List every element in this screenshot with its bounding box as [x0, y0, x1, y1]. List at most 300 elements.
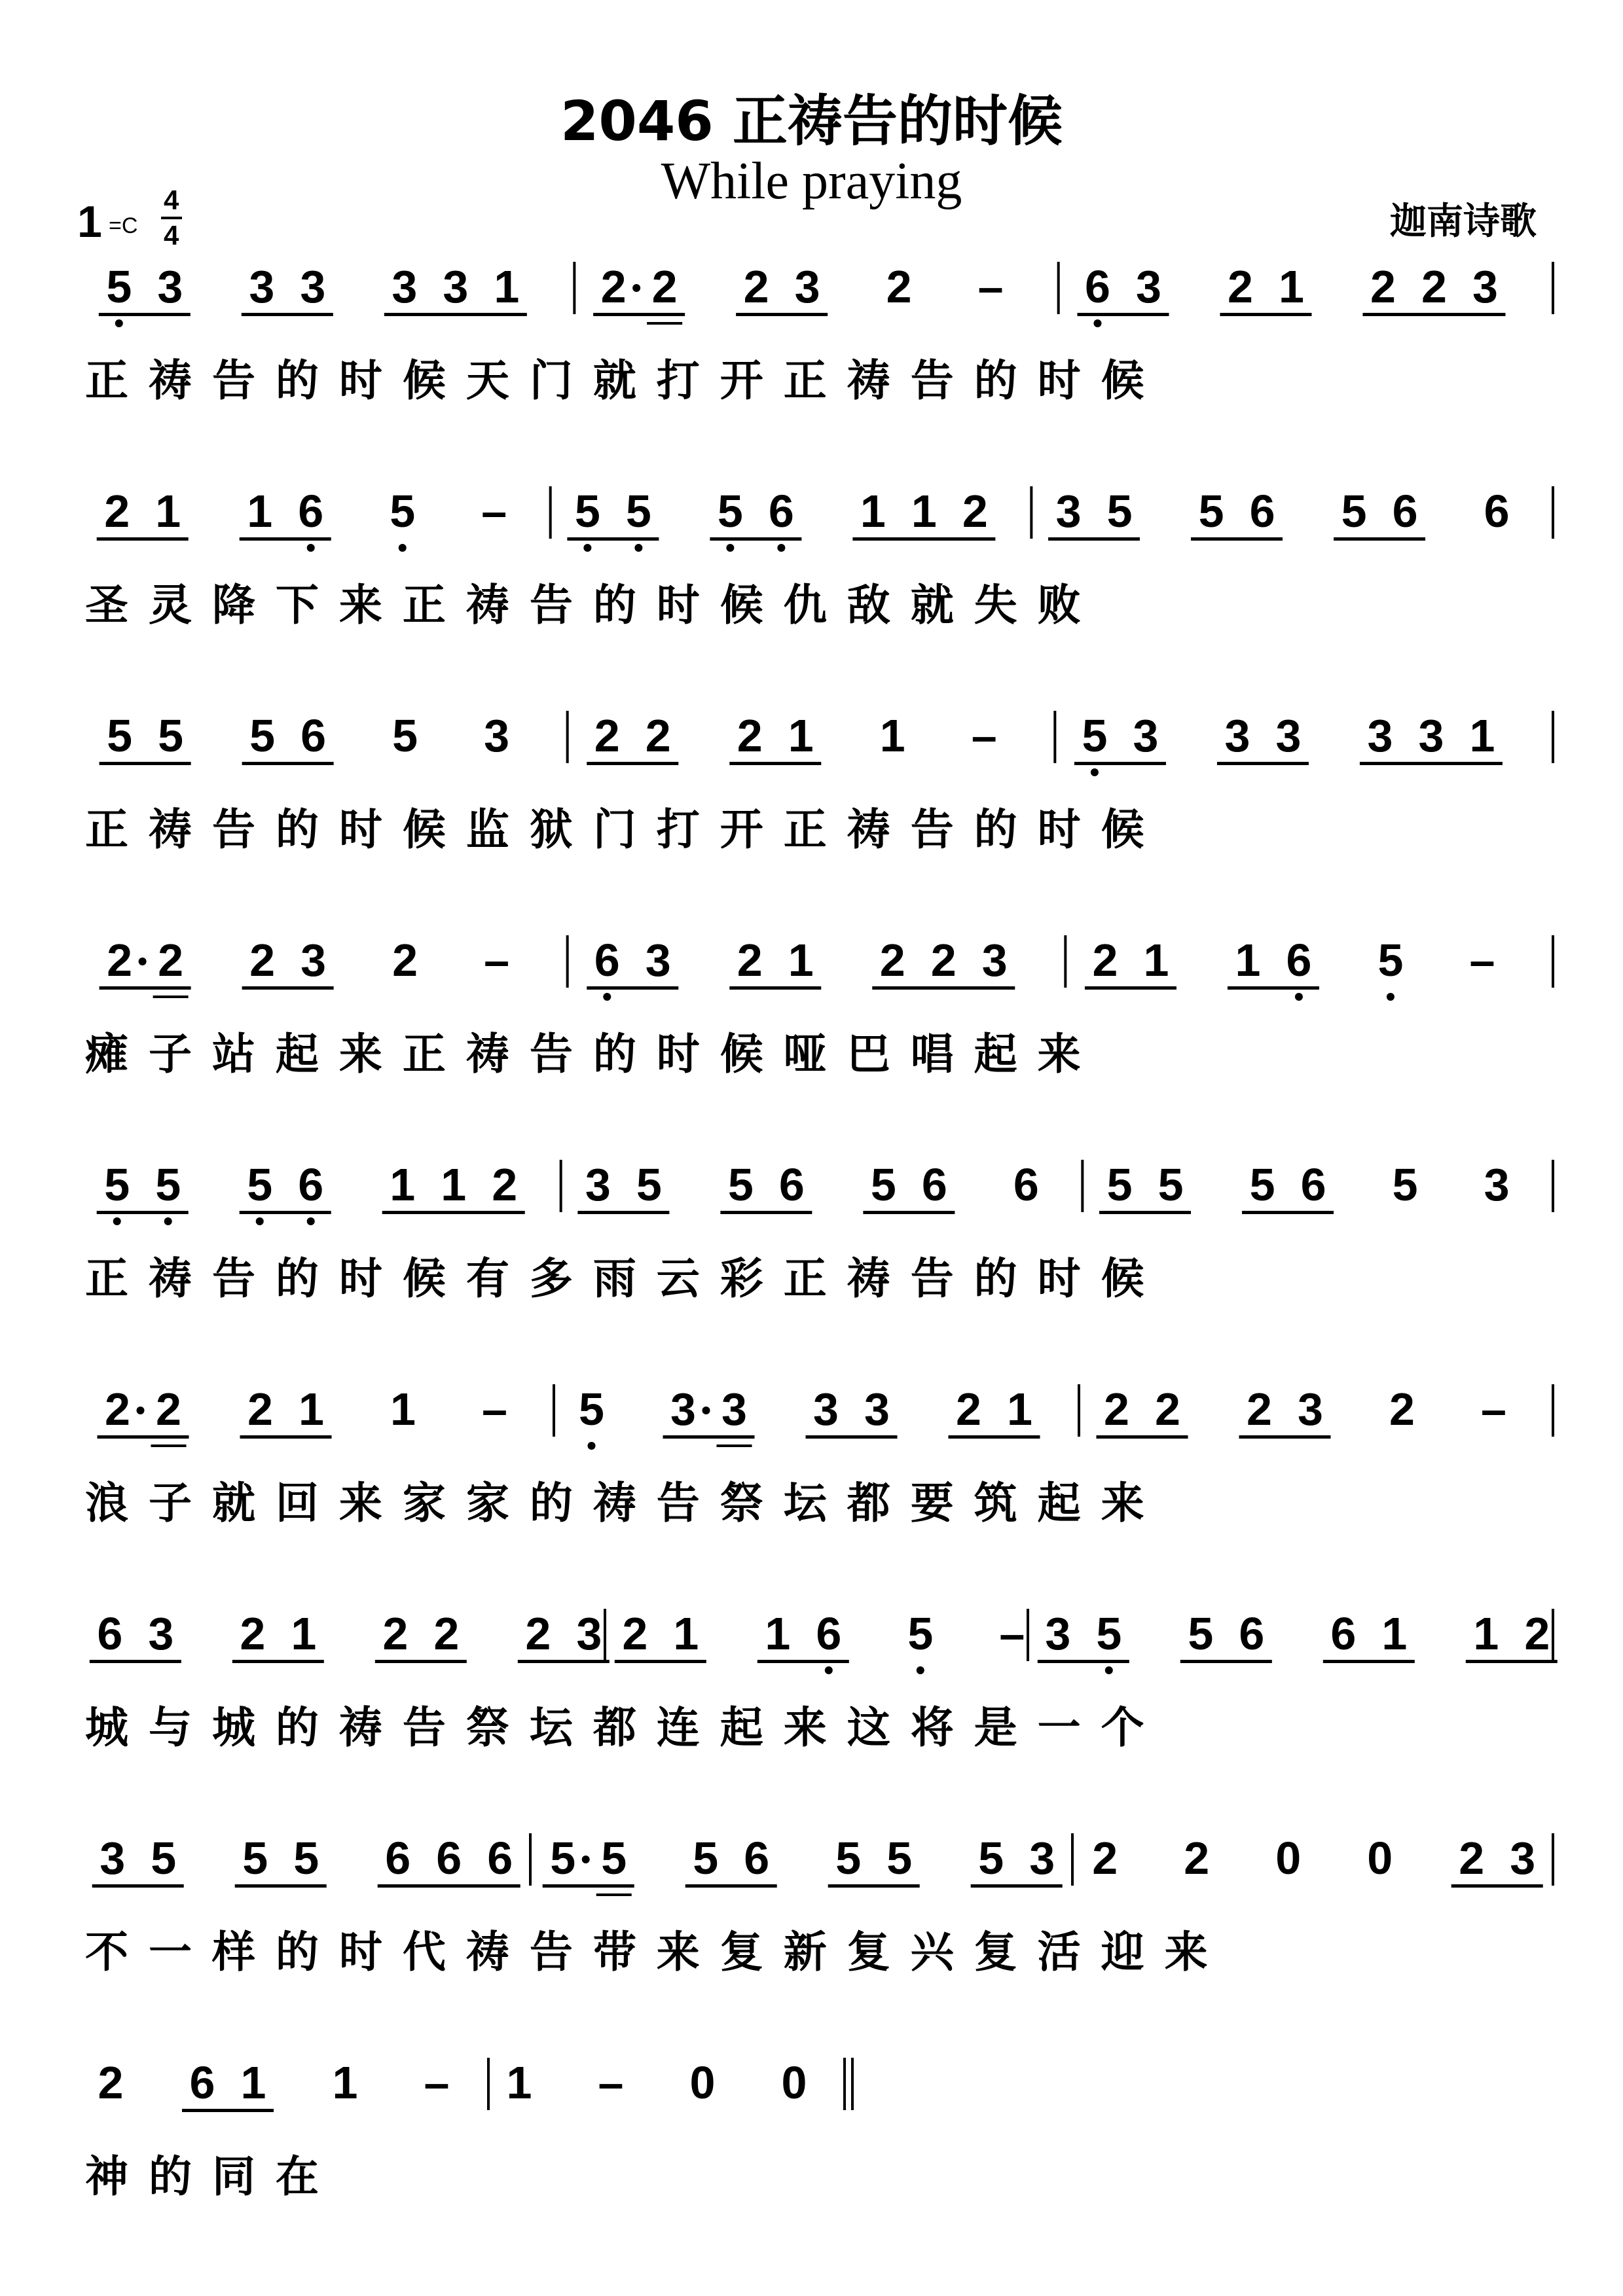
barline [1552, 1609, 1554, 1661]
beam-bar [577, 1211, 669, 1214]
beam-bar [240, 537, 331, 541]
barline [1552, 1833, 1554, 1886]
note: 1 [788, 710, 814, 761]
note: 6 [1286, 935, 1312, 986]
note: 3 [1275, 710, 1302, 761]
note: 1 [299, 1384, 324, 1435]
beam-bar [872, 986, 1015, 990]
note: 1 [291, 1608, 317, 1659]
barline [1552, 711, 1554, 763]
note: 3 [1367, 710, 1393, 761]
note: 2 [1247, 1384, 1272, 1435]
beam-bar [99, 313, 191, 316]
beam-bar [232, 1660, 324, 1663]
note: 3 [864, 1384, 890, 1435]
note: 3 [1224, 710, 1250, 761]
note: 2 [1104, 1384, 1129, 1435]
note: 3 [300, 261, 326, 312]
note: 3 [1055, 486, 1082, 537]
final-barline [843, 2058, 846, 2110]
beam-bar [242, 762, 334, 765]
beam-bar [378, 1884, 520, 1888]
time-signature-unit: 4 [164, 220, 179, 251]
octave-dot [399, 544, 407, 552]
note: 2 [1370, 261, 1396, 312]
note: 5 [247, 1159, 273, 1210]
octave-dot [777, 544, 785, 552]
octave-dot [917, 1666, 924, 1674]
note: 3 [1418, 710, 1444, 761]
beam-bar [949, 1435, 1040, 1439]
song-title: 2046 正祷告的时候 [560, 89, 1063, 153]
note: 5 [1096, 1608, 1122, 1659]
barline [566, 711, 569, 763]
beam-bar [1191, 537, 1283, 541]
beam-bar [182, 2109, 274, 2112]
note: 2 [600, 261, 627, 312]
barline [566, 935, 569, 988]
note: 6 [1300, 1159, 1326, 1210]
note: 5 [625, 486, 651, 537]
beam-bar [1220, 313, 1311, 316]
beam-bar [235, 1884, 327, 1888]
key-do-numeral: 1 [77, 197, 102, 247]
note: 2 [392, 935, 418, 986]
note: 2 [1459, 1833, 1485, 1884]
note: 6 [1249, 486, 1275, 537]
note: 2 [247, 1384, 273, 1435]
barline [1552, 1160, 1554, 1212]
note-dash: – [598, 2057, 624, 2108]
note: 3 [576, 1608, 602, 1659]
octave-dot [113, 1217, 121, 1225]
beam-bar [1362, 313, 1505, 316]
beam-bar [757, 1660, 849, 1663]
note-dash: – [971, 710, 997, 761]
beam-bar [663, 1435, 755, 1439]
beam-bar [240, 1211, 331, 1214]
beam-bar [1085, 986, 1176, 990]
barline [1081, 1160, 1084, 1212]
barline [549, 486, 552, 539]
underline-bar [153, 996, 189, 998]
note: 2 [956, 1384, 981, 1435]
beam-bar [382, 1211, 525, 1214]
octave-dot [588, 1442, 596, 1450]
note: 5 [1188, 1608, 1214, 1659]
note: 3 [670, 1384, 696, 1435]
beam-bar [242, 313, 333, 316]
barline [1053, 711, 1056, 763]
note: 0 [1275, 1833, 1302, 1884]
barline [553, 1384, 555, 1437]
note: 6 [768, 486, 794, 537]
note: 5 [717, 486, 743, 537]
octave-dot [164, 1217, 172, 1225]
beam-bar [729, 762, 821, 765]
note: 1 [332, 2057, 358, 2108]
lyrics-line: 正 祷 告 的 时 候 天 门 就 打 开 正 祷 告 的 时 候 [85, 355, 1147, 406]
lyrics-line: 神 的 同 在 [85, 2151, 321, 2202]
note: 5 [1341, 486, 1367, 537]
note: 1 [788, 935, 814, 986]
note: 6 [1239, 1608, 1265, 1659]
barline [604, 1609, 606, 1661]
note: 2 [962, 486, 988, 537]
time-signature-beats: 4 [164, 185, 179, 215]
note: 3 [392, 261, 418, 312]
composer-credit: 迦南诗歌 [1390, 200, 1537, 243]
note: 2 [886, 261, 912, 312]
note: 5 [1082, 710, 1108, 761]
note: 2 [382, 1608, 409, 1659]
note: 3 [1298, 1384, 1323, 1435]
note: 3 [585, 1159, 611, 1210]
note-dash: – [1469, 935, 1495, 986]
beam-bar [567, 537, 659, 541]
beam-bar [543, 1884, 634, 1888]
note: 5 [886, 1833, 913, 1884]
beam-bar [1360, 762, 1503, 765]
lyrics-line: 圣 灵 降 下 来 正 祷 告 的 时 候 仇 敌 就 失 败 [85, 580, 1084, 630]
barline [560, 1160, 562, 1212]
note: 6 [816, 1608, 842, 1659]
note: 1 [1473, 1608, 1499, 1659]
beam-bar [828, 1884, 920, 1888]
note: 2 [240, 1608, 266, 1659]
octave-dot [256, 1217, 264, 1225]
beam-bar [736, 313, 828, 316]
octave-dot [603, 993, 611, 1001]
note: 2 [1524, 1608, 1550, 1659]
note: 5 [158, 710, 184, 761]
beam-bar [1323, 1660, 1415, 1663]
note: 5 [1106, 486, 1133, 537]
beam-bar [92, 1884, 184, 1888]
note: 5 [550, 1833, 576, 1884]
note: 6 [97, 1608, 123, 1659]
note: 5 [1106, 1159, 1133, 1210]
note: 6 [594, 935, 620, 986]
note: 2 [1227, 261, 1253, 312]
note: 2 [1389, 1384, 1415, 1435]
underline-bar [151, 1444, 187, 1447]
octave-dot [1091, 768, 1099, 776]
beam-bar [375, 1660, 467, 1663]
note: 1 [240, 2057, 266, 2108]
augmentation-dot [582, 1856, 590, 1863]
barline [1071, 1833, 1074, 1886]
note: 5 [1392, 1159, 1418, 1210]
note: 2 [433, 1608, 460, 1659]
beam-bar [685, 1884, 777, 1888]
beam-bar [240, 1435, 332, 1439]
note: 6 [436, 1833, 462, 1884]
beam-bar [710, 537, 801, 541]
beam-bar [98, 1435, 189, 1439]
note: 1 [441, 1159, 467, 1210]
note: 1 [860, 486, 886, 537]
barline [1078, 1384, 1080, 1437]
note-dash: – [977, 261, 1004, 312]
beam-bar [587, 762, 678, 765]
note: 1 [1143, 935, 1169, 986]
note: 6 [778, 1159, 805, 1210]
beam-bar [1077, 313, 1169, 316]
note: 2 [1092, 1833, 1118, 1884]
note: 1 [506, 2057, 532, 2108]
note: 6 [385, 1833, 411, 1884]
octave-dot [1387, 993, 1395, 1001]
note: 2 [879, 935, 905, 986]
note: 6 [921, 1159, 947, 1210]
note: 2 [1092, 935, 1118, 986]
note-dash: – [481, 486, 507, 537]
lyrics-line: 瘫 子 站 起 来 正 祷 告 的 时 候 哑 巴 唱 起 来 [85, 1029, 1084, 1079]
note: 5 [151, 1833, 177, 1884]
note: 2 [1421, 261, 1447, 312]
note: 3 [721, 1384, 747, 1435]
beam-bar [1239, 1435, 1331, 1439]
beam-bar [1466, 1660, 1558, 1663]
note: 3 [645, 935, 671, 986]
note: 3 [484, 710, 510, 761]
note: 5 [1158, 1159, 1184, 1210]
note-dash: – [424, 2057, 450, 2108]
note: 5 [1249, 1159, 1275, 1210]
augmentation-dot [139, 958, 147, 965]
note: 6 [189, 2057, 215, 2108]
note: 2 [737, 710, 763, 761]
barline [1552, 486, 1554, 539]
underline-bar [647, 322, 682, 325]
beam-bar [1242, 1211, 1334, 1214]
barline [1027, 1609, 1029, 1661]
note: 1 [1469, 710, 1495, 761]
beam-bar [242, 986, 334, 990]
beam-bar [1038, 1660, 1129, 1663]
note: 2 [249, 935, 276, 986]
note: 5 [978, 1833, 1004, 1884]
augmentation-dot [702, 1407, 710, 1414]
note: 1 [1278, 261, 1304, 312]
note: 1 [879, 710, 905, 761]
note: 3 [1472, 261, 1498, 312]
note: 1 [390, 1159, 416, 1210]
note: 3 [443, 261, 469, 312]
note: 1 [673, 1608, 699, 1659]
note: 0 [689, 2057, 716, 2108]
song-subtitle: While praying [661, 152, 962, 210]
final-barline [851, 2058, 854, 2110]
octave-dot [307, 544, 315, 552]
note: 2 [98, 2057, 124, 2108]
note: 5 [106, 261, 132, 312]
octave-dot [1295, 993, 1303, 1001]
lyrics-line: 浪 子 就 回 来 家 家 的 祷 告 祭 坛 都 要 筑 起 来 [85, 1478, 1147, 1528]
note: 2 [107, 935, 133, 986]
note: 2 [156, 1384, 181, 1435]
beam-bar [1074, 762, 1166, 765]
note: 1 [1007, 1384, 1032, 1435]
note: 3 [301, 935, 327, 986]
note: 0 [1367, 1833, 1393, 1884]
octave-dot [307, 1217, 315, 1225]
beam-bar [1451, 1884, 1543, 1888]
note: 2 [104, 486, 130, 537]
beam-bar [971, 1884, 1063, 1888]
beam-bar [852, 537, 995, 541]
augmentation-dot [137, 1407, 145, 1414]
note: 1 [155, 486, 181, 537]
note: 2 [105, 1384, 130, 1435]
note: 5 [835, 1833, 862, 1884]
note: 5 [907, 1608, 934, 1659]
barline [1552, 935, 1554, 988]
note: 1 [247, 486, 273, 537]
lyrics-line: 不 一 样 的 时 代 祷 告 带 来 复 新 复 兴 复 活 迎 来 [85, 1927, 1211, 1977]
note: 2 [622, 1608, 648, 1659]
note: 5 [392, 710, 418, 761]
note: 3 [100, 1833, 126, 1884]
note: 3 [1510, 1833, 1536, 1884]
octave-dot [115, 319, 123, 327]
beam-bar [1180, 1660, 1272, 1663]
note: 6 [1392, 486, 1418, 537]
lyrics-line: 正 祷 告 的 时 候 监 狱 门 打 开 正 祷 告 的 时 候 [85, 804, 1147, 855]
note: 1 [1235, 935, 1261, 986]
note: 5 [601, 1833, 627, 1884]
note: 1 [911, 486, 937, 537]
augmentation-dot [632, 284, 640, 292]
note: 6 [1084, 261, 1110, 312]
beam-bar [806, 1435, 898, 1439]
beam-bar [1217, 762, 1309, 765]
note: 1 [390, 1384, 416, 1435]
note: 1 [494, 261, 520, 312]
note: 3 [1135, 261, 1161, 312]
note: 2 [651, 261, 678, 312]
beam-bar [97, 1211, 189, 1214]
note: 6 [1484, 486, 1510, 537]
lyrics-line: 城 与 城 的 祷 告 祭 坛 都 连 起 来 这 将 是 一 个 [85, 1702, 1147, 1753]
note: 2 [930, 935, 957, 986]
beam-bar [1228, 986, 1319, 990]
note: 5 [579, 1384, 604, 1435]
beam-bar [1048, 537, 1140, 541]
note: 6 [301, 710, 327, 761]
note: 3 [1133, 710, 1159, 761]
note: 3 [794, 261, 820, 312]
note: 3 [1029, 1833, 1055, 1884]
note: 6 [1013, 1159, 1039, 1210]
note: 2 [1184, 1833, 1210, 1884]
octave-dot [1093, 319, 1101, 327]
note: 1 [1381, 1608, 1408, 1659]
note: 3 [249, 261, 275, 312]
note: 5 [693, 1833, 719, 1884]
octave-dot [825, 1666, 833, 1674]
note: 2 [525, 1608, 551, 1659]
beam-bar [1097, 1435, 1188, 1439]
note: 5 [155, 1159, 181, 1210]
beam-bar [720, 1211, 812, 1214]
barline [487, 2058, 490, 2110]
beam-bar [100, 986, 191, 990]
note: 2 [645, 710, 671, 761]
key-name: =C [109, 213, 138, 238]
note: 5 [104, 1159, 130, 1210]
lyrics-line: 正 祷 告 的 时 候 有 多 雨 云 彩 正 祷 告 的 时 候 [85, 1253, 1147, 1304]
underline-bar [596, 1893, 632, 1896]
beam-bar [1099, 1211, 1191, 1214]
octave-dot [634, 544, 642, 552]
note: 5 [636, 1159, 662, 1210]
barline [529, 1833, 532, 1886]
beam-bar [729, 986, 821, 990]
note: 6 [298, 486, 324, 537]
barline [1057, 262, 1060, 314]
beam-bar [593, 313, 685, 316]
note: 3 [148, 1608, 174, 1659]
note: 5 [574, 486, 600, 537]
note: 5 [107, 710, 133, 761]
note: 1 [765, 1608, 791, 1659]
note: 5 [293, 1833, 319, 1884]
note: 6 [744, 1833, 770, 1884]
note: 0 [781, 2057, 807, 2108]
beam-bar [97, 537, 189, 541]
beam-bar [615, 1660, 706, 1663]
beam-bar [100, 762, 191, 765]
note: 5 [870, 1159, 896, 1210]
note: 6 [298, 1159, 324, 1210]
octave-dot [1105, 1666, 1113, 1674]
note: 2 [594, 710, 620, 761]
barline [1552, 1384, 1554, 1437]
beam-bar [384, 313, 527, 316]
note: 3 [813, 1384, 839, 1435]
note: 2 [1155, 1384, 1180, 1435]
barline [1064, 935, 1067, 988]
note: 2 [743, 261, 769, 312]
note: 3 [157, 261, 183, 312]
beam-bar [518, 1660, 610, 1663]
note: 5 [727, 1159, 754, 1210]
note: 6 [1330, 1608, 1357, 1659]
barline [1552, 262, 1554, 314]
note: 5 [242, 1833, 268, 1884]
note: 5 [249, 710, 276, 761]
note: 3 [981, 935, 1008, 986]
note-dash: – [999, 1608, 1025, 1659]
barline [573, 262, 575, 314]
beam-bar [90, 1660, 181, 1663]
note: 5 [1198, 486, 1224, 537]
note: 2 [492, 1159, 518, 1210]
note: 2 [737, 935, 763, 986]
note: 6 [487, 1833, 513, 1884]
note: 2 [158, 935, 184, 986]
note: 5 [1377, 935, 1404, 986]
octave-dot [726, 544, 734, 552]
note-dash: – [1481, 1384, 1506, 1435]
note-dash: – [484, 935, 510, 986]
beam-bar [587, 986, 678, 990]
barline [1030, 486, 1032, 539]
note: 3 [1045, 1608, 1071, 1659]
underline-bar [717, 1444, 752, 1447]
